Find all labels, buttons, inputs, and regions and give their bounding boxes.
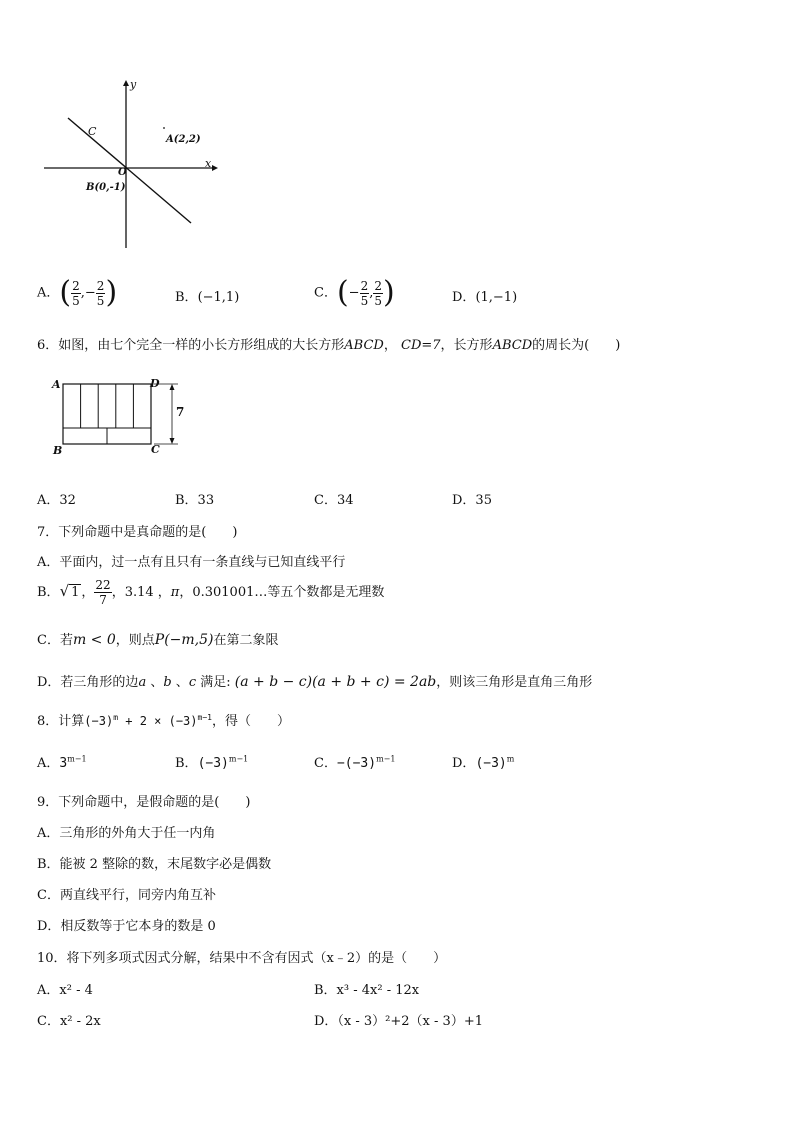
var-a: a — [138, 675, 147, 690]
q6-option-b[interactable]: B．33 — [175, 493, 215, 508]
origin-label: O — [118, 167, 127, 178]
frac-den: 5 — [374, 293, 382, 308]
option-letter: D． — [452, 756, 476, 771]
power-exponent: m−1 — [67, 754, 87, 764]
sqrt-radicand: 1 — [71, 585, 80, 600]
q5-option-a[interactable]: A．( $\frac{2}{5}$ ,− $\frac{2}{5}$ ) — [37, 275, 118, 310]
pi-symbol: π — [170, 585, 180, 600]
point-c-label: C — [88, 125, 97, 138]
q7-option-a[interactable]: A．平面内，过一点有且只有一条直线与已知直线平行 — [37, 555, 346, 570]
point-b-label: B(0,-1) — [86, 182, 126, 193]
frac-num: 2 — [72, 278, 80, 293]
x-axis-arrow — [212, 165, 218, 171]
minus-sign: − — [348, 285, 360, 301]
rect-name: ABCD — [344, 338, 384, 353]
fig-label-a: A — [52, 378, 61, 391]
y-axis-arrow — [123, 80, 129, 86]
q6-stem-suffix2: 的周长为( ) — [532, 338, 621, 353]
point-expr: P(−m,5) — [154, 632, 214, 648]
fig-label-b: B — [53, 444, 63, 457]
q6-option-d[interactable]: D．35 — [452, 493, 492, 508]
q6-option-a[interactable]: A．32 — [37, 493, 76, 508]
option-text: ，0.301001…等五个数都是无理数 — [179, 585, 385, 600]
q5-option-d[interactable] — [452, 286, 517, 305]
q5-option-b[interactable] — [175, 286, 239, 305]
power-exponent: m−1 — [228, 754, 249, 764]
q10-option-b[interactable]: B．x³ - 4x² - 12x — [314, 983, 420, 998]
q8-stem-prefix: 8．计算 — [37, 714, 85, 729]
fig-label-c: C — [151, 443, 160, 456]
q9-option-d[interactable]: D．相反数等于它本身的数是 0 — [37, 919, 216, 934]
point-a-label: A(2,2) — [166, 134, 201, 145]
option-text: 在第二象限 — [213, 633, 279, 648]
var-b: b — [163, 675, 172, 690]
q8-option-b[interactable] — [175, 752, 248, 771]
rect-name: ABCD — [492, 338, 533, 353]
q7-option-b[interactable]: B．√ 1 ， $\frac{22}{7}$ ，3.14 ，π，0.301001…等五个数都是无理数 — [37, 578, 385, 607]
option-letter: B． — [175, 756, 198, 771]
q7-option-c[interactable] — [37, 629, 279, 648]
option-text: 满足: — [196, 675, 235, 690]
cd-expr: CD=7 — [401, 338, 441, 353]
power-base: (−3) — [475, 756, 507, 771]
dim-arrow-top — [170, 384, 175, 390]
fig-dimension-label: 7 — [176, 405, 185, 419]
option-text: D．若三角形的边 — [37, 675, 139, 690]
fig-label-d: D — [150, 377, 160, 390]
q6-stem-suffix1: ，长方形 — [440, 338, 493, 353]
option-text: ，3.14 ， — [111, 585, 171, 600]
option-text: (−1,1) — [197, 290, 240, 305]
x-axis-label: x — [205, 157, 212, 170]
option-text: ，则点 — [115, 633, 155, 648]
q8-expression: $(-3)^m + 2 \times (-3)^{m-1}$ — [84, 713, 212, 728]
q6-stem-prefix: 6．如图，由七个完全一样的小长方形组成的大长方形 — [37, 338, 345, 353]
power-base: (−3) — [197, 756, 229, 771]
y-axis-label: y — [130, 78, 137, 91]
frac-den: 5 — [72, 293, 80, 308]
condition-expr: m < 0 — [72, 632, 116, 648]
option-letter: A． — [37, 285, 60, 301]
q10-stem: 10．将下列多项式因式分解，结果中不含有因式（x﹣2）的是（ ） — [37, 951, 447, 966]
q8-option-c[interactable] — [314, 752, 395, 771]
power-exponent: m — [506, 754, 515, 764]
q8-stem-suffix: ，得（ ） — [211, 714, 290, 729]
power-base: −(−3) — [336, 756, 377, 771]
option-letter: B． — [175, 290, 198, 305]
q9-stem: 9．下列命题中，是假命题的是( ) — [37, 795, 251, 810]
var-c: c — [188, 675, 197, 690]
q9-option-c[interactable]: C．两直线平行，同旁内角互补 — [37, 888, 216, 903]
option-text: C．若 — [37, 633, 73, 648]
option-letter: A． — [37, 756, 60, 771]
frac-num: 2 — [96, 278, 105, 293]
q7-option-d[interactable] — [37, 671, 592, 690]
option-letter: C． — [314, 756, 337, 771]
q8-stem — [37, 710, 290, 729]
q7-stem: 7．下列命题中是真命题的是( ) — [37, 525, 238, 540]
minus-sign: − — [84, 285, 96, 301]
option-letter: B． — [37, 585, 60, 600]
q5-option-c[interactable]: C．(− $\frac{2}{5}$ , $\frac{2}{5}$ ) — [314, 275, 395, 310]
power-exponent: m−1 — [376, 754, 396, 764]
option-text: ，则该三角形是直角三角形 — [436, 675, 593, 690]
frac-num: 2 — [374, 278, 382, 293]
option-text: 、 — [171, 675, 189, 690]
q5-coordinate-graph — [40, 78, 230, 253]
equation-expr: (a + b − c)(a + b + c) = 2ab — [234, 674, 437, 690]
q8-option-a[interactable] — [37, 752, 87, 771]
q6-option-c[interactable]: C．34 — [314, 493, 354, 508]
q10-option-c[interactable]: C．x² - 2x — [37, 1014, 101, 1029]
frac-den: 5 — [360, 293, 369, 308]
q6-stem-sep: ， — [383, 338, 397, 353]
sqrt-sign: √ — [59, 582, 70, 600]
q6-stem — [37, 334, 620, 353]
option-letter: C． — [314, 285, 337, 301]
q10-option-a[interactable]: A．x² - 4 — [37, 983, 93, 998]
frac-den: 5 — [96, 293, 105, 308]
frac-num: 22 — [95, 578, 111, 592]
option-text: 、 — [146, 675, 164, 690]
q8-option-d[interactable] — [452, 752, 514, 771]
frac-den: 7 — [99, 593, 107, 607]
q9-option-b[interactable]: B．能被 2 整除的数，末尾数字必是偶数 — [37, 857, 272, 872]
frac-num: 2 — [360, 278, 369, 293]
option-letter: D． — [452, 290, 476, 305]
q9-option-a[interactable]: A．三角形的外角大于任一内角 — [37, 826, 216, 841]
q10-option-d[interactable]: D．（x - 3）²+2（x - 3）+1 — [314, 1014, 483, 1029]
dim-arrow-bottom — [170, 438, 175, 444]
point-a-dot — [163, 127, 165, 129]
power-base: 3 — [59, 756, 68, 771]
option-text: (1,−1) — [475, 290, 518, 305]
q6-rectangle-figure — [48, 378, 188, 456]
